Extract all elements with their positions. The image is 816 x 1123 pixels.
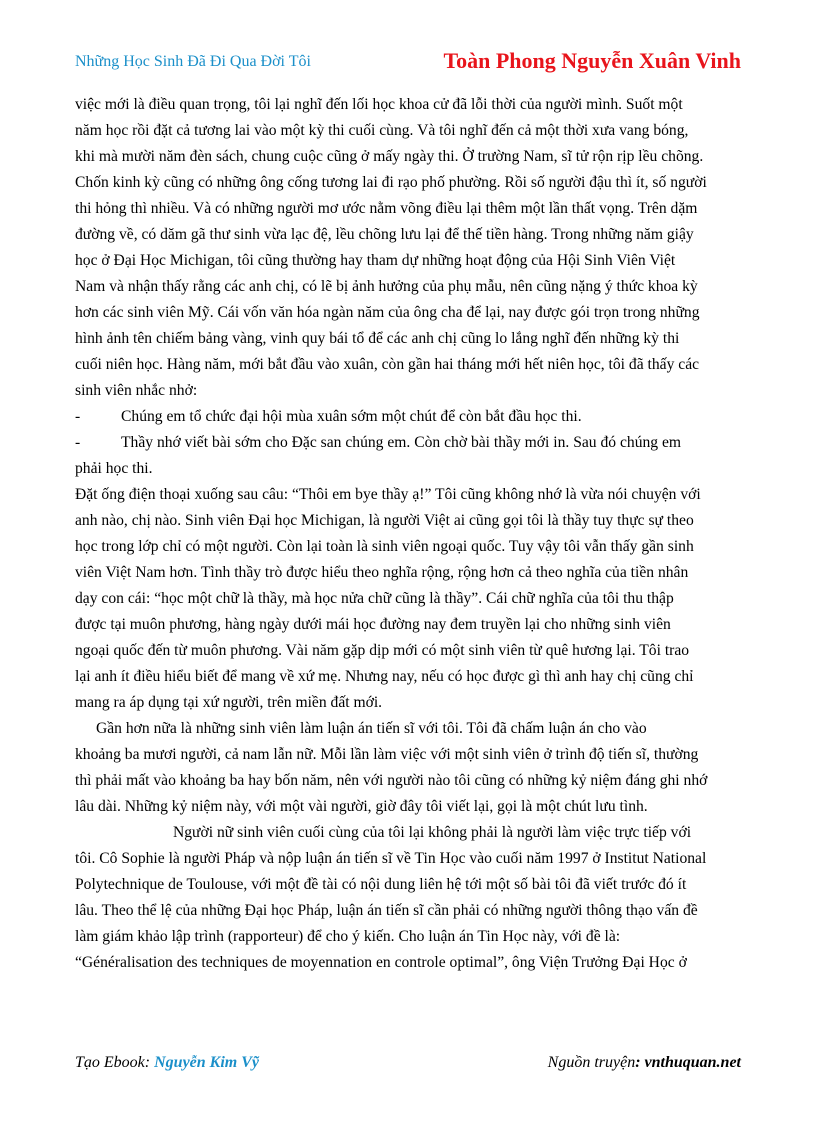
paragraph-3 [75,716,741,820]
text-line: anh nào, chị nào. Sinh viên Đại học Michigan, là người Việt ai cũng gọi tôi là thầy tuy thực sự theo [75,512,694,529]
source-site: vnthuquan.net [644,1054,741,1071]
ebook-credit [75,1054,259,1072]
text-line: hình ảnh tên chiếm bảng vàng, vinh quy bái tổ để các anh chị cũng lo lắng nghĩ đến những kỳ thi [75,330,680,347]
text-line: Polytechnique de Toulouse, với một đề tài có nội dung liên hệ tới một số bài tôi đã viết trước đó ít [75,876,687,893]
text-line: dạy con cái: “học một chữ là thầy, mà học nửa chữ cũng là thầy”. Cái chữ nghĩa của tôi thu thập [75,590,674,607]
text-line: mang ra áp dụng tại xứ người, trên miền đất mới. [75,694,383,711]
ebook-label: Tạo Ebook [75,1054,145,1071]
bullet-item-2 [75,430,741,482]
text-line: Thầy nhớ viết bài sớm cho Đặc san chúng em. Còn chờ bài thầy mới in. Sau đó chúng em [121,434,682,451]
paragraph-1 [75,92,741,404]
paragraph-4 [75,820,741,976]
page-body [75,92,741,976]
text-line: sinh viên nhắc nhở: [75,382,198,399]
text-line: đường về, có dăm gã thư sinh vừa lạc đệ, lều chõng lưu lại để thế tiền hàng. Trong những năm giậy [75,226,694,243]
text-line: Nam và nhận thấy rằng các anh chị, có lẽ bị ảnh hưởng của phụ mẫu, nên cũng nặng ý thức khoa kỳ [75,278,698,295]
text-line: học ở Đại Học Michigan, tôi cũng thường hay tham dự những hoạt động của Hội Sinh Viên Việt [75,252,676,269]
text-line: Đặt ống điện thoại xuống sau câu: “Thôi em bye thầy ạ!” Tôi cũng không nhớ là vừa nói chuyện với [75,486,701,503]
text-line: lại anh ít điều hiểu biết để mang về xứ mẹ. Nhưng nay, nếu có học được gì thì anh hay chị cũng chỉ [75,668,694,685]
source-separator: : [635,1054,641,1071]
text-line: tôi. Cô Sophie là người Pháp và nộp luận án tiến sĩ về Tin Học vào cuối năm 1997 ở Institut National [75,850,707,867]
page-header [75,48,741,78]
text-line: lâu. Theo thể lệ của những Đại học Pháp, luận án tiến sĩ cần phải có những người thông thạo vấn đề [75,902,698,919]
text-line: phải học thi. [75,460,153,477]
paragraph-2 [75,482,741,716]
book-title: Những Học Sinh Đã Đi Qua Đời Tôi [75,53,311,70]
text-line: “Généralisation des techniques de moyennation en controle optimal”, ông Viện Trưởng Đại Học ở [75,954,687,971]
text-line: Chốn kinh kỳ cũng có những ông cống tương lai đi rạo phố phường. Rồi số người đậu thì ít, số người [75,174,707,191]
bullet-dash: - [75,408,81,425]
text-line: khoảng ba mươi người, cả nam lẫn nữ. Mỗi lần làm việc với một sinh viên ở trình độ tiến sĩ, thường [75,746,699,763]
ebook-separator: : [144,1054,151,1071]
text-line: hơn các sinh viên Mỹ. Cái vốn văn hóa ngàn năm của ông cha để lại, nay được gói trọn trong những [75,304,700,321]
text-line: Gần hơn nữa là những sinh viên làm luận án tiến sĩ với tôi. Tôi đã chấm luận án cho vào [96,720,647,737]
text-line: năm học rồi đặt cả tương lai vào một kỳ thi cuối cùng. Và tôi nghĩ đến cả một thời xưa vang bóng, [75,122,689,139]
text-line: khi mà mười năm đèn sách, chung cuộc cũng ở mấy ngày thi. Ở trường Nam, sĩ tử rộn rịp lều chõng. [75,148,704,165]
author-name: Toàn Phong Nguyễn Xuân Vinh [443,48,741,73]
bullet-item-1 [75,404,741,430]
source-credit [548,1054,741,1072]
text-line: làm giám khảo lập trình (rapporteur) để cho ý kiến. Cho luận án Tin Học này, với đề là: [75,928,621,945]
bullet-dash: - [75,434,81,451]
text-line: được tại muôn phương, hàng ngày dưới mái học đường nay đem truyền lại cho những sinh viên [75,616,671,633]
text-line: học trong lớp chỉ có một người. Còn lại toàn là sinh viên ngoại quốc. Tuy vậy tôi vẫn thấy gần sinh [75,538,694,555]
text-line: ngoại quốc đến từ muôn phương. Vài năm gặp dịp mới có một sinh viên từ quê hương lại. Tôi trao [75,642,690,659]
text-line: thi hỏng thì nhiều. Và có những người mơ ước nằm võng điều lại thêm một lần thất vọng. Trên dặm [75,200,698,217]
text-line: Chúng em tổ chức đại hội mùa xuân sớm một chút để còn bắt đầu học thi. [121,408,582,425]
text-line: Người nữ sinh viên cuối cùng của tôi lại không phải là người làm việc trực tiếp với [173,824,692,841]
page-footer [75,1054,741,1080]
text-line: lâu dài. Những kỷ niệm này, với một vài người, giờ đây tôi viết lại, gọi là một chút lưu tình. [75,798,648,815]
source-label: Nguồn truyện [547,1054,636,1071]
text-line: việc mới là điều quan trọng, tôi lại nghĩ đến lối học khoa cử đã lỗi thời của người mình. Suốt một [75,96,683,113]
ebook-creator-name: Nguyễn Kim Vỹ [154,1054,259,1071]
text-line: cuối niên học. Hàng năm, mới bắt đầu vào xuân, còn gần hai tháng mới hết niên học, tôi đã thấy các [75,356,700,373]
text-line: thì phải mất vào khoảng ba hay bốn năm, nên với người nào tôi cũng có những kỷ niệm đáng ghi nhớ [75,772,708,789]
text-line: viên Việt Nam hơn. Tình thầy trò được hiểu theo nghĩa rộng, rộng hơn cả theo nghĩa của tiền nhân [75,564,689,581]
